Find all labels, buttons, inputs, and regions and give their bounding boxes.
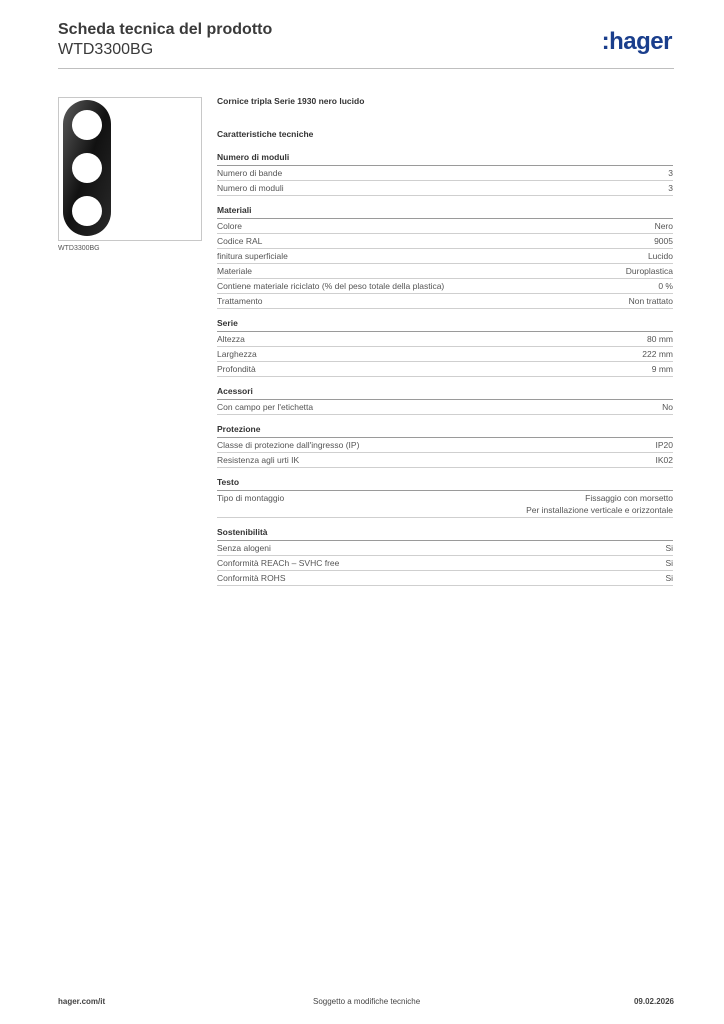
spec-value: IP20 (655, 440, 673, 450)
section-title: Sostenibilità (217, 527, 673, 541)
logo-text: hager (609, 28, 672, 55)
spec-value: 3 (668, 168, 673, 178)
spec-label: Materiale (217, 266, 252, 276)
spec-value: 0 % (658, 281, 673, 291)
spec-value: Si (665, 573, 673, 583)
footer-date: 09.02.2026 (633, 997, 674, 1006)
spec-row (217, 541, 673, 556)
spec-row (217, 438, 673, 453)
spec-section (217, 424, 673, 468)
spec-value: 222 mm (642, 349, 673, 359)
spec-section (217, 527, 673, 586)
spec-label: Resistenza agli urti IK (217, 455, 300, 465)
spec-row (217, 453, 673, 468)
spec-row (217, 294, 673, 309)
spec-label: Numero di moduli (217, 183, 284, 193)
spec-value-line: Per installazione verticale e orizzontale (526, 505, 673, 515)
header-divider (58, 68, 674, 69)
image-caption: WTD3300BG (58, 245, 100, 252)
spec-value: Nero (654, 221, 673, 231)
spec-label: Altezza (217, 334, 245, 344)
spec-row (217, 556, 673, 571)
spec-label: Profondità (217, 364, 256, 374)
section-title: Protezione (217, 424, 673, 438)
spec-label: Contiene materiale riciclato (% del peso totale della plastica) (217, 281, 445, 291)
spec-section (217, 477, 673, 518)
spec-value: Si (665, 558, 673, 568)
spec-row (217, 279, 673, 294)
spec-row (217, 362, 673, 377)
spec-row (217, 400, 673, 415)
spec-section (217, 205, 673, 309)
spec-section (217, 386, 673, 415)
section-title: Numero di moduli (217, 152, 673, 166)
spec-row (217, 264, 673, 279)
spec-label: Con campo per l'etichetta (217, 402, 314, 412)
product-image (58, 97, 202, 241)
spec-row (217, 219, 673, 234)
spec-value: 3 (668, 183, 673, 193)
spec-row (217, 249, 673, 264)
spec-label: Codice RAL (217, 236, 263, 246)
spec-section (217, 318, 673, 377)
spec-label: Conformità ROHS (217, 573, 286, 583)
spec-value: 9005 (654, 236, 673, 246)
spec-row (217, 181, 673, 196)
section-title: Acessori (217, 386, 673, 400)
spec-label: Numero di bande (217, 168, 283, 178)
spec-content (217, 96, 673, 586)
spec-label: finitura superficiale (217, 251, 288, 261)
document-title: Scheda tecnica del prodotto (58, 21, 273, 38)
spec-row (217, 332, 673, 347)
spec-value: 9 mm (651, 364, 673, 374)
section-title: Materiali (217, 205, 673, 219)
spec-value (526, 492, 673, 516)
section-title: Serie (217, 318, 673, 332)
spec-value: No (662, 402, 673, 412)
spec-row (217, 347, 673, 362)
spec-row (217, 491, 673, 518)
page-header (58, 20, 674, 68)
spec-value: IK02 (655, 455, 673, 465)
spec-section (217, 152, 673, 196)
spec-label: Trattamento (217, 296, 263, 306)
footer-note: Soggetto a modifiche tecniche (313, 997, 421, 1006)
spec-value: Duroplastica (625, 266, 673, 276)
spec-label: Tipo di montaggio (217, 493, 285, 503)
spec-label: Larghezza (217, 349, 257, 359)
footer-website-link[interactable]: hager.com/it (58, 997, 106, 1006)
spec-label: Colore (217, 221, 243, 231)
hager-logo: :hager (601, 28, 672, 55)
spec-label: Classe di protezione dall'ingresso (IP) (217, 440, 360, 450)
spec-value-line: Fissaggio con morsetto (585, 493, 673, 503)
characteristics-title: Caratteristiche tecniche (217, 129, 314, 139)
spec-label: Conformità REACh – SVHC free (217, 558, 340, 568)
spec-value: Non trattato (628, 296, 673, 306)
spec-label: Senza alogeni (217, 543, 271, 553)
product-name: Cornice tripla Serie 1930 nero lucido (217, 96, 365, 106)
spec-row (217, 166, 673, 181)
spec-row (217, 571, 673, 586)
product-code: WTD3300BG (58, 41, 154, 58)
triple-frame-illustration (59, 98, 201, 240)
spec-value: 80 mm (647, 334, 673, 344)
section-title: Testo (217, 477, 673, 491)
spec-value: Lucido (647, 251, 673, 261)
spec-value: Si (665, 543, 673, 553)
spec-row (217, 234, 673, 249)
